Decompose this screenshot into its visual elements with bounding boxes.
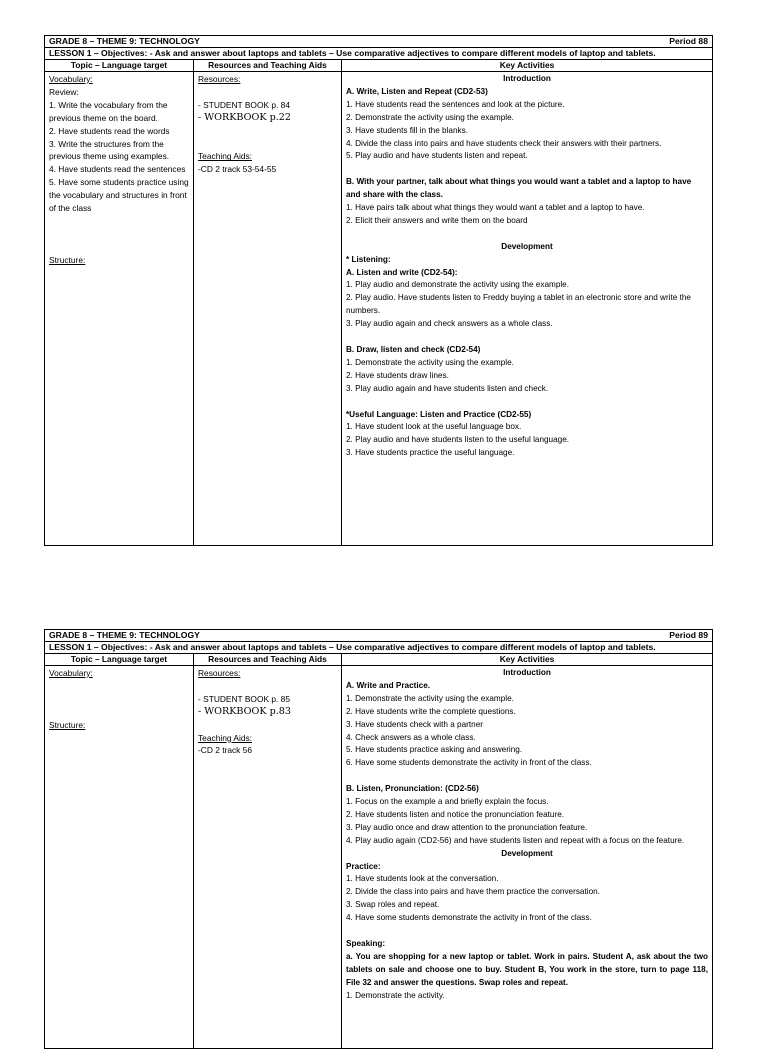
activity-step: 2. Have students write the complete questions. xyxy=(346,706,516,716)
listening-label: * Listening: xyxy=(346,254,391,264)
resources-label: Resources: xyxy=(198,74,241,84)
student-book-ref: - STUDENT BOOK p. 85 xyxy=(198,693,290,704)
activity-step: 2. Divide the class into pairs and have them practice the conversation. xyxy=(346,887,600,897)
grade-title: GRADE 8 – THEME 9: TECHNOLOGY xyxy=(49,36,200,46)
structure-label: Structure: xyxy=(49,254,86,265)
development-heading: Development xyxy=(501,848,553,858)
activity-step: 1. Focus on the example a and briefly explain the focus. xyxy=(346,797,549,807)
activity-step: 1. Demonstrate the activity. xyxy=(346,990,445,1000)
activity-step: 2. Have students draw lines. xyxy=(346,370,449,380)
lesson-plan-period-89 xyxy=(44,629,713,1049)
student-book-ref: - STUDENT BOOK p. 84 xyxy=(198,99,290,110)
introduction-heading: Introduction xyxy=(503,668,551,677)
vocabulary-label: Vocabulary: xyxy=(49,74,93,84)
review-label: Review: xyxy=(49,86,79,97)
objective-row xyxy=(45,642,712,654)
topic-column xyxy=(45,666,194,1048)
activity-a-title: A. Write, Listen and Repeat (CD2-53) xyxy=(346,86,488,96)
col-activities-header: Key Activities xyxy=(499,654,555,664)
activity-step: 2. Play audio. Have students listen to Freddy buying a tablet in an electronic store and write the numbers. xyxy=(346,293,691,316)
activity-step: 3. Have students practice the useful language. xyxy=(346,448,515,458)
lesson-plan-period-88 xyxy=(44,35,713,546)
resources-column xyxy=(194,666,342,1048)
listening-b-title: B. Draw, listen and check (CD2-54) xyxy=(346,344,481,354)
activity-step: 2. Have students listen and notice the pronunciation feature. xyxy=(346,809,565,819)
activity-step: 1. Play audio and demonstrate the activity using the example. xyxy=(346,280,570,290)
activity-step: 4. Check answers as a whole class. xyxy=(346,732,476,742)
practice-label: Practice: xyxy=(346,861,381,871)
period-label: Period 88 xyxy=(669,36,708,46)
activity-step: 3. Swap roles and repeat. xyxy=(346,900,440,910)
activity-step: 2. Play audio and have students listen to the useful language. xyxy=(346,435,570,445)
teaching-aids-label: Teaching Aids: xyxy=(198,732,253,743)
grade-header xyxy=(45,36,712,48)
activity-step: 3. Have students fill in the blanks. xyxy=(346,125,468,135)
activity-step: 3. Play audio again and have students listen and check. xyxy=(346,383,549,393)
plan-body xyxy=(45,666,712,1048)
objective-row xyxy=(45,48,712,60)
resources-label: Resources: xyxy=(198,668,241,678)
review-item: 1. Write the vocabulary from the previous theme on the board. xyxy=(49,99,168,123)
resources-column xyxy=(194,72,342,545)
grade-title: GRADE 8 – THEME 9: TECHNOLOGY xyxy=(49,630,200,640)
activities-column xyxy=(342,666,712,1048)
activity-a-title: A. Write and Practice. xyxy=(346,680,431,690)
speaking-task: a. You are shopping for a new laptop or tablet. Work in pairs. Student A, ask about the two tablets on sale and choose one to buy. Student B, You work in the store, turn to page 118, File 32 and answer the questions. Swap roles and repeat. xyxy=(346,951,708,987)
structure-label: Structure: xyxy=(49,719,86,730)
activity-step: 1. Have students look at the conversation. xyxy=(346,874,499,884)
activity-step: 4. Have some students demonstrate the activity in front of the class. xyxy=(346,913,592,923)
activity-b-title: B. Listen, Pronunciation: (CD2-56) xyxy=(346,784,479,794)
workbook-ref: - WORKBOOK p.83 xyxy=(198,705,291,717)
column-headers xyxy=(45,60,712,72)
activity-step: 5. Play audio and have students listen and repeat. xyxy=(346,151,528,161)
topic-column xyxy=(45,72,194,545)
column-headers xyxy=(45,654,712,666)
teaching-aids-label: Teaching Aids: xyxy=(198,151,253,162)
activity-step: 3. Play audio once and draw attention to the pronunciation feature. xyxy=(346,822,588,832)
plan-body xyxy=(45,72,712,545)
col-activities-header: Key Activities xyxy=(499,60,555,70)
activity-step: 3. Play audio again and check answers as a whole class. xyxy=(346,319,553,329)
activity-step: 3. Have students check with a partner xyxy=(346,719,483,729)
activity-b-title: B. With your partner, talk about what things you would want a tablet and a laptop to have and share with the class. xyxy=(346,177,692,200)
activity-step: 1. Have pairs talk about what things they would want a tablet and a laptop to have. xyxy=(346,203,645,213)
col-topic-header: Topic – Language target xyxy=(45,654,194,665)
review-item: 3. Write the structures from the previous theme using examples. xyxy=(49,138,170,162)
activity-step: 1. Have student look at the useful language box. xyxy=(346,422,522,432)
review-item: 4. Have students read the sentences xyxy=(49,164,186,175)
useful-language-title: *Useful Language: Listen and Practice (CD2-55) xyxy=(346,409,532,419)
introduction-heading: Introduction xyxy=(503,74,551,83)
cd-track-ref: -CD 2 track 53-54-55 xyxy=(198,164,277,175)
activities-column xyxy=(342,72,712,545)
activity-step: 2. Elicit their answers and write them on the board xyxy=(346,215,528,225)
vocabulary-label: Vocabulary: xyxy=(49,668,93,678)
listening-a-title: A. Listen and write (CD2-54): xyxy=(346,267,458,277)
activity-step: 1. Demonstrate the activity using the example. xyxy=(346,357,514,367)
activity-step: 6. Have some students demonstrate the activity in front of the class. xyxy=(346,758,592,768)
col-resources-header: Resources and Teaching Aids xyxy=(194,60,342,71)
activity-step: 1. Demonstrate the activity using the example. xyxy=(346,693,514,703)
col-topic-header: Topic – Language target xyxy=(45,60,194,71)
development-heading: Development xyxy=(501,241,553,251)
workbook-ref: - WORKBOOK p.22 xyxy=(198,111,291,123)
activity-step: 4. Play audio again (CD2-56) and have students listen and repeat with a focus on the feature. xyxy=(346,835,685,845)
objective-text: LESSON 1 – Objectives: - Ask and answer about laptops and tablets – Use comparative adjectives to compare different models of laptop and tablets. xyxy=(49,48,656,58)
activity-step: 4. Divide the class into pairs and have students check their answers with their partners. xyxy=(346,138,662,148)
cd-track-ref: -CD 2 track 56 xyxy=(198,745,252,756)
review-item: 5. Have some students practice using the vocabulary and structures in front of the class xyxy=(49,177,189,214)
grade-header xyxy=(45,630,712,642)
activity-step: 5. Have students practice asking and answering. xyxy=(346,745,523,755)
activity-step: 2. Demonstrate the activity using the example. xyxy=(346,112,514,122)
review-item: 2. Have students read the words xyxy=(49,125,170,136)
period-label: Period 89 xyxy=(669,630,708,640)
activity-step: 1. Have students read the sentences and look at the picture. xyxy=(346,99,565,109)
col-resources-header: Resources and Teaching Aids xyxy=(194,654,342,665)
speaking-label: Speaking: xyxy=(346,939,386,948)
objective-text: LESSON 1 – Objectives: - Ask and answer about laptops and tablets – Use comparative adjectives to compare different models of laptop and tablets. xyxy=(49,642,656,652)
